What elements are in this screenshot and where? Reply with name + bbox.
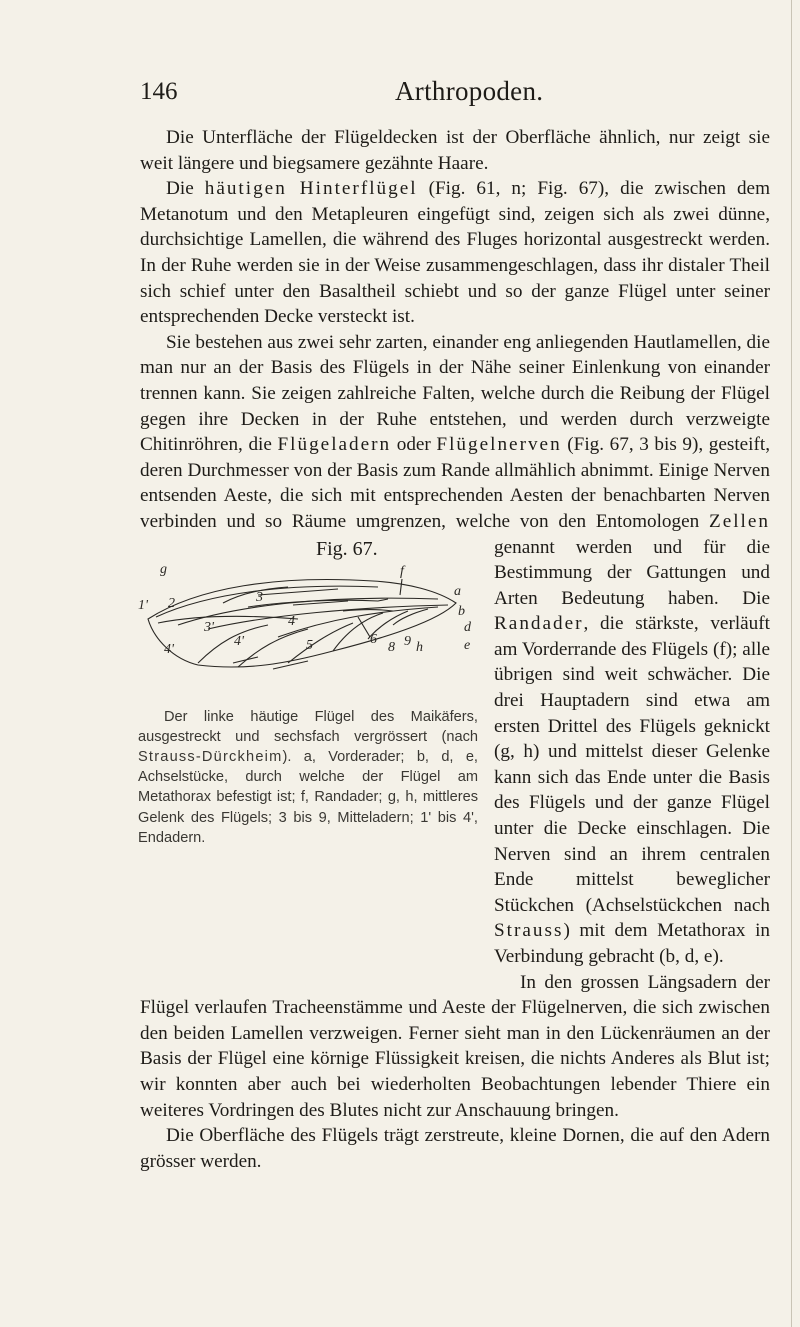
- body-text: [140, 125, 770, 1174]
- fig-letter-f: f: [400, 563, 404, 579]
- fig-letter-5: 5: [306, 637, 313, 653]
- page-header: [0, 72, 800, 112]
- page-edge-line: [791, 0, 792, 1327]
- paragraph-3: [140, 330, 770, 970]
- fig-letter-a: a: [454, 583, 461, 599]
- paragraph-4: In den grossen Längsadern der Flügel verlaufen Tracheenstämme und Aeste der Flügelnerven, die sich zwischen den beiden Lamellen verzweigen. Ferner sieht man in den Lückenräumen an der Basis der Flügel eine körnige Flüssigkeit kreisen, die nichts Anderes als Blut ist; wir konnten aber auch bei wiederholten Beobachtungen lebender Thiere ein weiteres Vordringen des Blutes nicht zur Anschauung bringen.: [140, 971, 770, 1121]
- figure-label: Fig. 67.: [316, 537, 378, 560]
- paragraph-2-lead: Die: [166, 178, 205, 200]
- fig-letter-4p: 4': [234, 633, 244, 649]
- term-haeutige-hinterfluegel: häutigen Hinterflügel: [204, 178, 418, 200]
- paragraph-1: Die Unterfläche der Flügeldecken ist der Oberfläche ähnlich, nur zeigt sie weit längere und biegsamere gezähnte Haare.: [140, 127, 770, 174]
- fig-letter-3: 3: [256, 589, 263, 605]
- fig-letter-4b: 4': [164, 641, 174, 657]
- fig-letter-e: e: [464, 637, 471, 653]
- paragraph-3-part4: genannt werden und für die Bestimmung der Gattungen und Arten Bedeutung haben. Die: [494, 536, 770, 609]
- term-strauss: Strauss: [494, 920, 564, 942]
- caption-part2: ). a, Vorderader; b, d, e, Achselstücke, durch welche der Flügel am Metathorax befestigt ist; f, Randader; g, h, mittleres Gelenk des Flügels; 3 bis 9, Mitteladern; 1' bis 4', Endadern.: [138, 748, 478, 846]
- paragraph-3-part2: oder: [391, 434, 437, 456]
- term-fluegeladern: Flügeladern: [277, 434, 392, 456]
- paragraph-2-text: (Fig. 61, n; Fig. 67), die zwischen dem Metanotum und den Metapleuren eingefügt sind, zeigen sich als zwei dünne, durchsichtige Lamellen, die während des Fluges horizontal ausgestreckt werden. In der Ruhe werden sie in der Weise zusammengeschlagen, dass ihr distaler Theil sich schief unter den Basaltheil schiebt und so der ganze Flügel unter seiner entsprechenden Decke versteckt ist.: [140, 178, 770, 328]
- term-randader: Randader: [494, 613, 584, 635]
- fig-letter-2: 2: [168, 595, 175, 611]
- fig-letter-6: 6: [370, 631, 377, 647]
- paragraph-3-part1: Sie bestehen aus zwei sehr zarten, einander eng anliegenden Hautlamellen, die man nur an der Basis des Flügels in der Nähe seiner Einlenkung von einander trennen kann. Sie zeigen zahlreiche Falten, welche durch die Reibung der Flügel gegen ihre Decken in der Ruhe entstehen, und werden durch verzweigte Chitinröhren, die: [140, 331, 770, 456]
- paragraph-3-part3: (Fig. 67, 3 bis 9), gesteift, deren Durchmesser von der Basis zum Rande allmählich abnimmt. Einige Nerven entsenden Aeste, die sich mit entsprechenden Aesten der benachbarten Nerven verbinden und so Räume umgrenzen, welche von den Entomologen: [140, 434, 771, 532]
- fig-letter-3p: 3': [204, 619, 214, 635]
- fig-letter-g: g: [160, 561, 167, 577]
- paragraph-3-part5: , die stärkste, verläuft am Vorderrande des Flügels (f); alle übrigen sind weit schwächer. Die drei Hauptadern sind etwa am ersten Drittel des Flügels geknickt (g, h) und mittelst dieser Gelenke kann sich das Ende unter die Basis des Flügels und der ganze Flügel unter die Decke einschlagen. Die Nerven sind an ihrem centralen Ende mittelst beweglicher Stückchen (Achselstückchen nach: [494, 613, 770, 916]
- fig-letter-h: h: [416, 639, 423, 655]
- running-title: Arthropoden.: [395, 76, 544, 106]
- term-zellen: Zellen: [708, 510, 770, 532]
- caption-author: Strauss-Dürckheim: [138, 748, 283, 765]
- paragraph-2: [140, 176, 770, 330]
- fig-letter-1p: 1': [138, 597, 148, 613]
- fig-letter-9: 9: [404, 633, 411, 649]
- paragraph-5: Die Oberfläche des Flügels trägt zerstreute, kleine Dornen, die auf den Adern grösser werden.: [140, 1125, 770, 1172]
- wing-illustration: [138, 559, 478, 704]
- figure-caption: [138, 707, 478, 848]
- figure-67: [138, 535, 486, 988]
- fig-letter-d: d: [464, 619, 471, 635]
- term-fluegelnerven: Flügelnerven: [436, 434, 562, 456]
- fig-letter-8: 8: [388, 639, 395, 655]
- fig-letter-b: b: [458, 603, 465, 619]
- caption-part1: Der linke häutige Flügel des Maikäfers, ausgestreckt und sechsfach vergrössert (nach: [138, 708, 478, 745]
- page-number: 146: [140, 78, 178, 105]
- fig-letter-4: 4: [288, 613, 295, 629]
- paragraph-3-part6: ) mit dem Metathorax in Verbindung gebracht (b, d, e).: [494, 920, 770, 967]
